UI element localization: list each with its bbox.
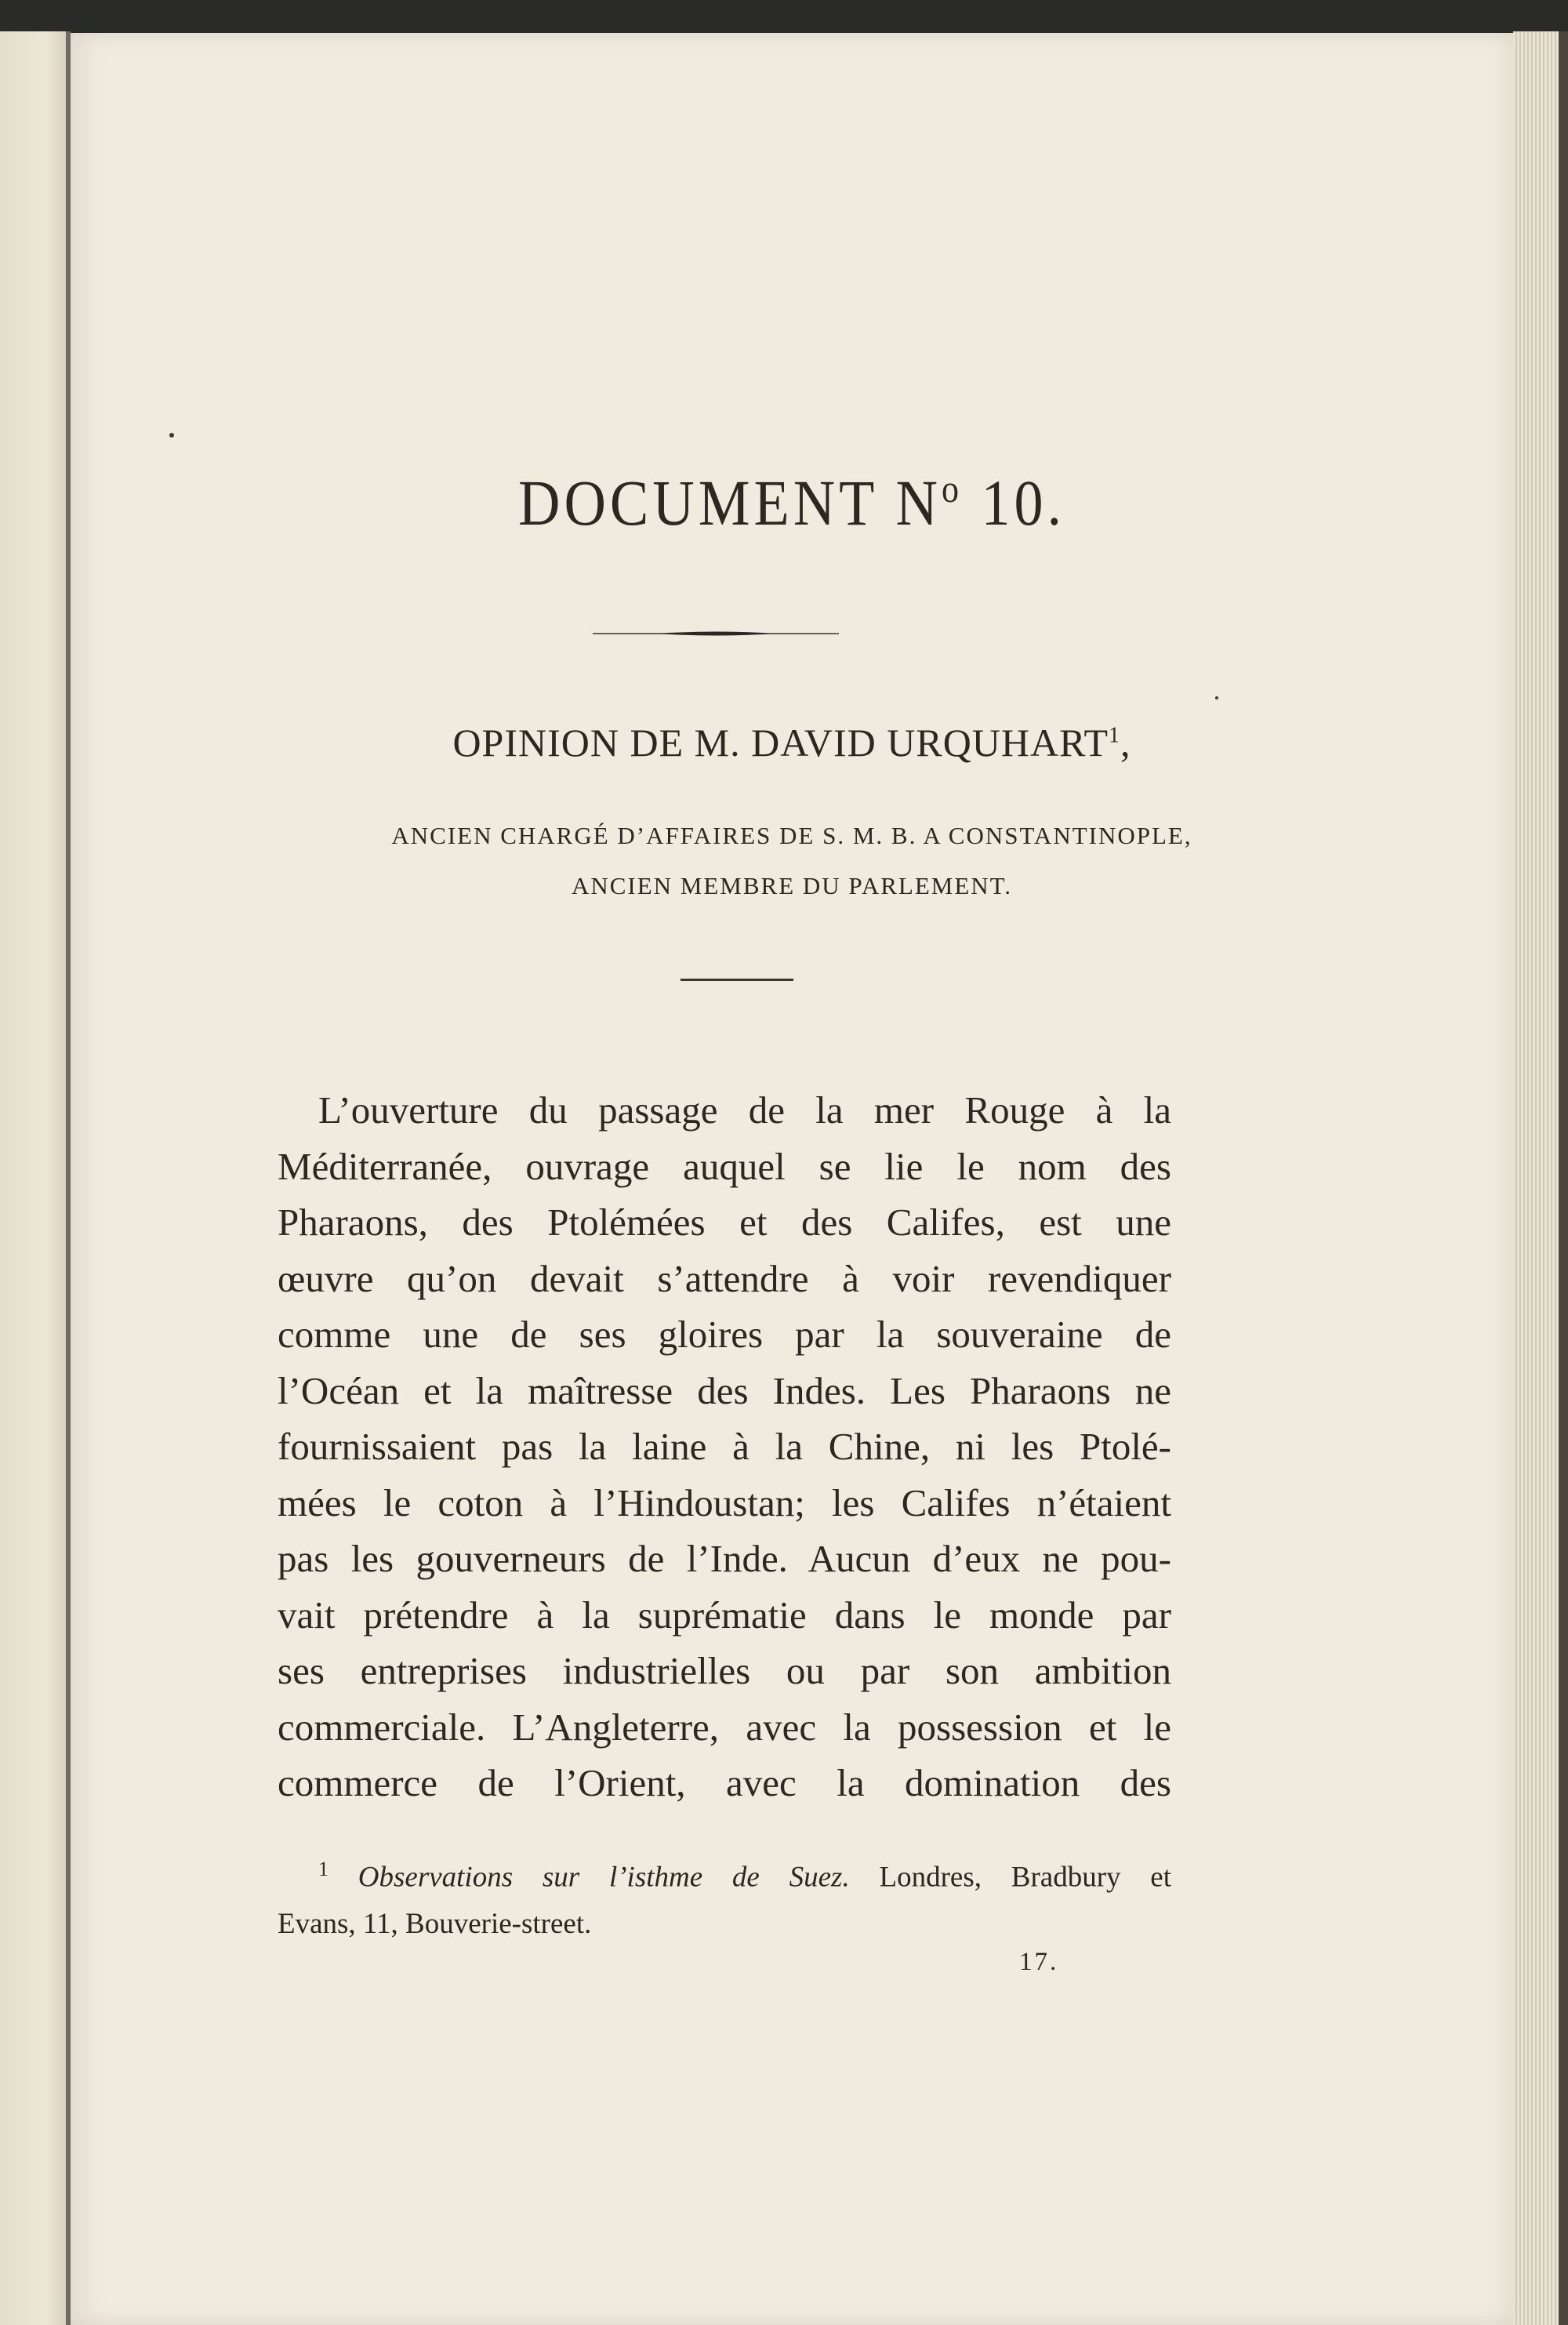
- author-title-line-2: ANCIEN MEMBRE DU PARLEMENT.: [571, 872, 1013, 899]
- body-line: L’ouverture du passage de la mer Rouge à la: [318, 1088, 1171, 1132]
- author-title-line-1: ANCIEN CHARGÉ D’AFFAIRES DE S. M. B. A CONSTANTINOPLE,: [391, 822, 1192, 849]
- body-line: Pharaons, des Ptolémées et des Califes, est une: [278, 1201, 1171, 1244]
- footnote-line-2: Evans, 11, Bouverie-street.: [278, 1908, 592, 1941]
- body-line: pas les gouverneurs de l’Inde. Aucun d’eux ne pou-: [278, 1537, 1171, 1580]
- footnote-title: Observations sur l’isthme de Suez.: [358, 1861, 850, 1894]
- document-title-number: 10.: [962, 467, 1065, 539]
- body-line: Méditerranée, ouvrage auquel se lie le nom des: [278, 1144, 1171, 1188]
- body-line: œuvre qu’on devait s’attendre à voir revendiquer: [278, 1256, 1171, 1300]
- body-line: ses entreprises industrielles ou par son ambition: [278, 1649, 1171, 1692]
- document-title-sup: o: [941, 467, 963, 511]
- document-title-text: DOCUMENT N: [518, 467, 942, 539]
- paper-speck: [169, 433, 174, 438]
- body-line: vait prétendre à la suprématie dans le monde par: [278, 1593, 1171, 1637]
- footnote: [278, 1846, 1171, 1948]
- body-paragraph: [278, 1082, 1171, 1811]
- body-line: fournissaient pas la laine à la Chine, ni les Ptolé-: [278, 1425, 1171, 1468]
- facing-page-edge: [0, 31, 66, 2325]
- footnote-line-1: [278, 1846, 1171, 1901]
- body-line: l’Océan et la maîtresse des Indes. Les Pharaons ne: [278, 1368, 1171, 1412]
- signature-mark: 17.: [1019, 1948, 1059, 1976]
- opinion-heading: [71, 720, 1513, 765]
- footnote-reference: 1: [1109, 723, 1121, 748]
- section-rule: [681, 979, 793, 981]
- paper-speck: [1215, 696, 1218, 699]
- body-line: commerce de l’Orient, avec la domination des: [278, 1761, 1171, 1804]
- cover-edge: [1559, 31, 1568, 2325]
- document-title: [71, 467, 1513, 541]
- ornamental-rule: [593, 630, 839, 637]
- body-line: mées le coton à l’Hindoustan; les Califes n’étaient: [278, 1480, 1171, 1524]
- body-line: commerciale. L’Angleterre, avec la possession et le: [278, 1705, 1171, 1749]
- footnote-publisher: Londres, Bradbury et: [849, 1861, 1171, 1894]
- footnote-mark: 1: [318, 1858, 328, 1880]
- opinion-heading-text: OPINION DE M. DAVID URQUHART: [452, 721, 1109, 765]
- opinion-heading-tail: ,: [1120, 721, 1131, 765]
- body-line: comme une de ses gloires par la souveraine de: [278, 1313, 1171, 1356]
